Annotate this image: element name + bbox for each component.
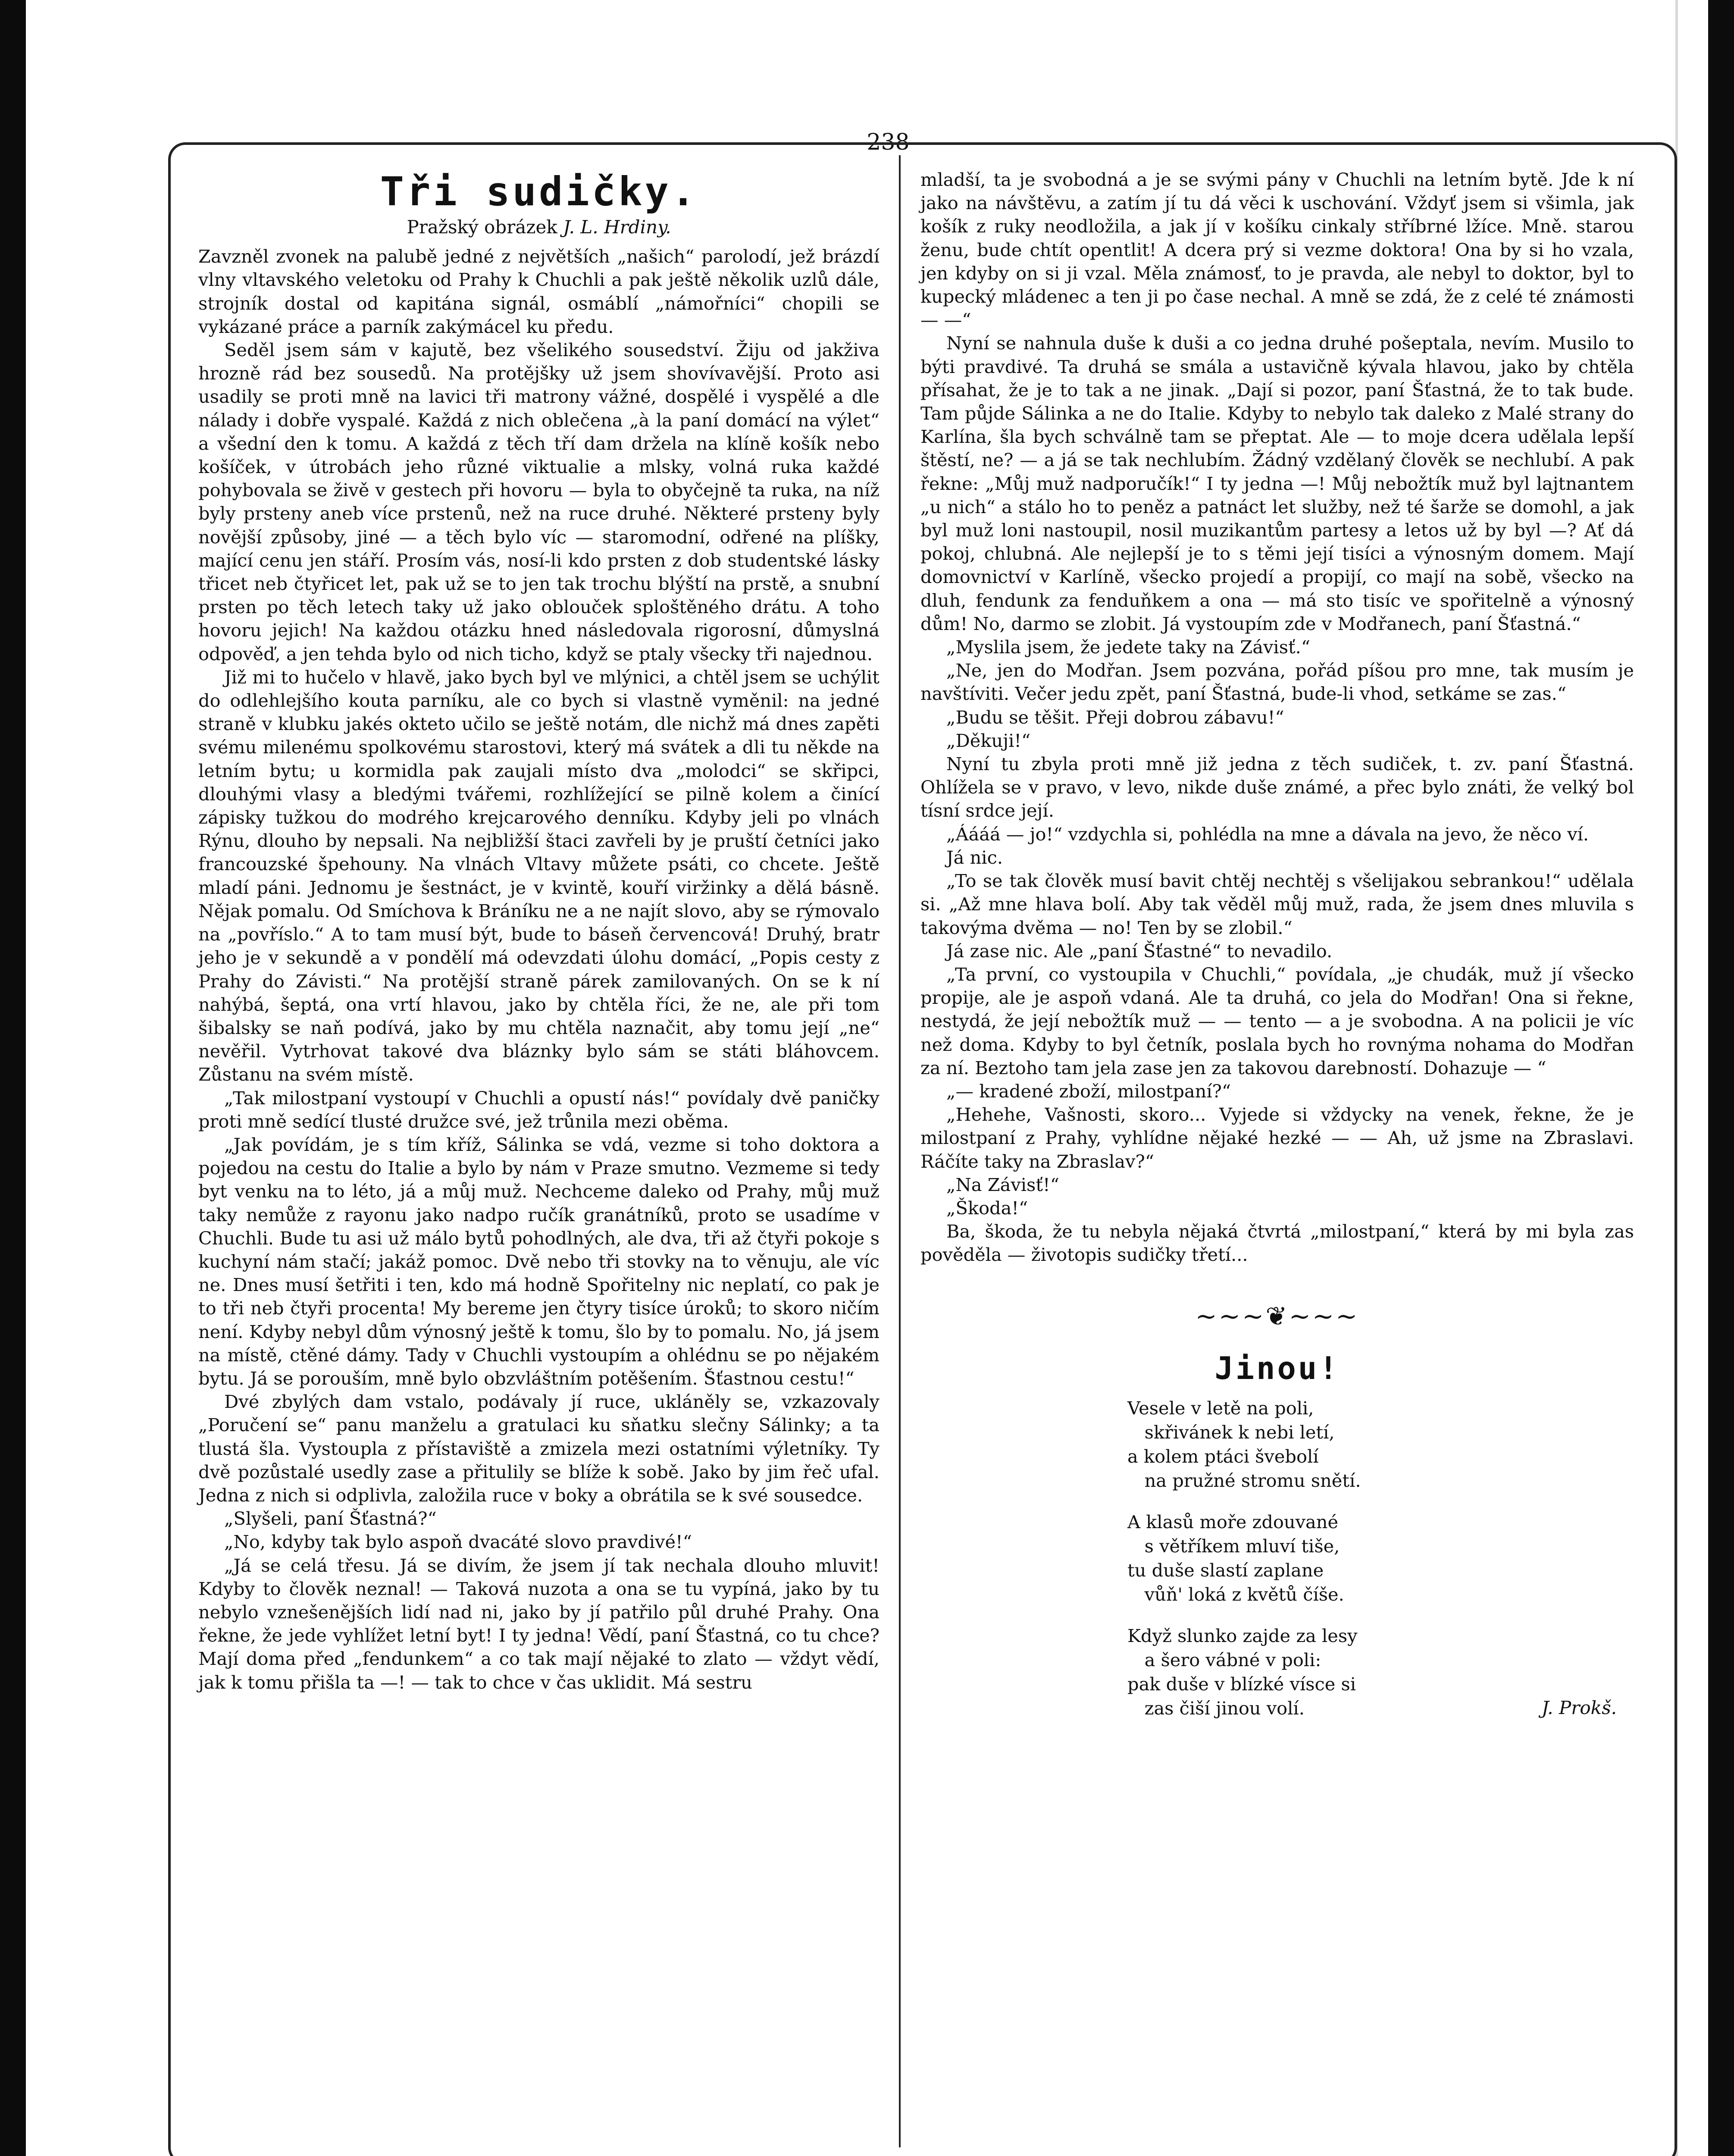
paragraph: „To se tak člověk musí bavit chtěj nechtěj s všelijakou sebrankou!“ udělala si. „Až mne hlava bolí. Aby tak věděl můj muž, rada, že jsem dnes mluvila s takovýma dvěma — no! Ten by se zlobil.“: [920, 870, 1634, 938]
poem-line: skřivánek k nebi letí,: [1127, 1421, 1335, 1443]
ornament-divider: ~~~❦~~~: [1195, 1301, 1359, 1332]
paragraph: „Děkuji!“: [946, 730, 1031, 751]
article-title: Tři sudičky.: [380, 169, 698, 215]
poem-line: a šero vábné v poli:: [1127, 1649, 1321, 1670]
page-number: 238: [867, 129, 910, 155]
paragraph: Já nic.: [946, 846, 1003, 868]
poem-line: Když slunko zajde za lesy: [1127, 1625, 1358, 1646]
poem-title: Jinou!: [1214, 1350, 1340, 1386]
paragraph: „Ne, jen do Modřan. Jsem pozvána, pořád píšou pro mne, tak musím je navštíviti. Večer jedu zpět, paní Šťastná, bude-li vhod, setkáme se zas.“: [920, 660, 1634, 705]
column-divider: [899, 155, 901, 2147]
poem-stanza: [1127, 1510, 1634, 1607]
scan-edge-right: [1708, 0, 1734, 2156]
poem-author: J. Prokš.: [1541, 1697, 1617, 1718]
paragraph: mladší, ta je svobodná a je se svými pány v Chuchli na letním bytě. Jde k ní jako na návštěvu, a zatím jí tu dá věci k uschování. Vždyť jsem si všimla, jak košík z ruky neodložila, a jak jí v košíku cinkaly stříbrné lžíce. Mně. starou ženu, bude chtít opentlit! A dcera prý si vezme doktora! Ona by si ho vzala, jen kdyby on si ji vzal. Měla známosť, to je pravda, ale nebyl to doktor, byl to kupecký mládenec a ten ji po čase nechal. A mně se zdá, že z celé té známosti — —“: [920, 169, 1634, 331]
poem-line: vůň' loká z květů číše.: [1127, 1583, 1344, 1605]
paragraph: „Áááá — jo!“ vzdychla si, pohlédla na mne a dávala na jevo, že něco ví.: [946, 823, 1589, 845]
poem-line: A klasů moře zdouvané: [1127, 1511, 1339, 1532]
poem-stanza: [1127, 1396, 1634, 1493]
paragraph: Ba, škoda, že tu nebyla nějaká čtvrtá „milostpaní,“ která by mi byla zas pověděla — životopis sudičky třetí...: [920, 1221, 1634, 1266]
paragraph: „— kradené zboží, milostpaní?“: [946, 1080, 1231, 1102]
scan-edge-left: [0, 0, 26, 2156]
poem-line: zas čiší jinou volí.: [1127, 1697, 1305, 1719]
poem-line: s větříkem mluví tiše,: [1127, 1535, 1340, 1557]
paragraph: Seděl jsem sám v kajutě, bez všelikého sousedství. Žiju od jakživa hrozně rád bez sousedů. Na protějšky už jsem shovívavější. Proto asi usadily se proti mně na lavici tři matrony vážné, dospělé i vyspělé a dle nálady i dobře vyspalé. Každá z nich oblečena „à la paní domácí na výlet“ a všední den k tomu. A každá z těch tří dam držela na klíně košík nebo košíček, v útrobách jeho různé viktualie a mlsky, volná ruka každé pohybovala se živě v gestech při hovoru — byla to obyčejně ta ruka, na níž byly prsteny aneb více prstenů, než na ruce druhé. Některé prsteny byly novější způsoby, jiné — a těch bylo víc — staromodní, odřené na plíšky, mající cenu jen stáří. Prosím vás, nosí-li kdo prsten z dob studentské lásky třicet neb čtyřicet let, pak už se to jen tak trochu blýští na prstě, a snubní prsten po těch letech taky už jako oblouček sploštěného drátu. A toho hovoru jejich! Na každou otázku hned následovala rigorosní, důmyslná odpověď, a jen tehda bylo od nich ticho, když se ptaly všecky tři najednou.: [198, 339, 880, 664]
poem-line: Vesele v letě na poli,: [1127, 1397, 1314, 1419]
paragraph: Já zase nic. Ale „paní Šťastné“ to nevadilo.: [946, 940, 1333, 962]
poem: [1127, 1396, 1634, 1720]
poem-line: a kolem ptáci švebolí: [1127, 1445, 1319, 1467]
paragraph: Nyní se nahnula duše k duši a co jedna druhé pošeptala, nevím. Musilo to býti pravdivé. Ta druhá se smála a ustavičně kývala hlavou, jako by chtěla přísahat, že je to tak a ne jinak. „Dají si pozor, paní Šťastná, že to tak bude. Tam půjde Sálinka a ne do Italie. Kdyby to nebylo tak daleko z Malé strany do Karlína, šla bych schválně tam se přeptat. Ale — to moje dcera udělala lepší štěstí, ne? — a já se tak nechlubím. Žádný vzdělaný člověk se nechlubí. A pak řekne: „Můj muž nadporučík!“ I ty jedna —! Můj nebožtík muž byl lajtnantem „u nich“ a stálo ho to peněz a patnáct let služby, než té šarže se domohl, a jak byl muž loni nastoupil, nosil muzikantům partesy a letos už by byl —? Ať dá pokoj, chlubná. Ale nejlepší je to s těmi její tisíci a výnosným domem. Mají domovnictví v Karlíně, všecko projedí a propijí, co mají na sobě, všecko na dluh, fendunk za fenduňkem a ona — má sto tisíc ve spořitelně a výnosný dům! No, darmo se zlobit. Já vystoupím zde v Modřanech, paní Šťastná.“: [920, 332, 1634, 634]
paragraph: Zavzněl zvonek na palubě jedné z největších „našich“ parolodí, jež brázdí vlny vltavského veletoku od Prahy k Chuchli a pak ještě několik uzlů dále, strojník dostal od kapitána signál, osmáblí „námořníci“ chopili se vykázané práce a parník zakýmácel ku předu.: [198, 246, 880, 337]
paragraph: „Škoda!“: [946, 1197, 1028, 1219]
paragraph: „Myslila jsem, že jedete taky na Závisť.“: [946, 636, 1311, 658]
paragraph: Již mi to hučelo v hlavě, jako bych byl ve mlýnici, a chtěl jsem se uchýlit do odlehlejšího kouta parníku, ale co bych si vlastně vyměnil: na jedné straně v klubku jakés okteto učilo se ještě notám, dle nichž má dnes zapěti svému milenému spolkovému starostovi, který má svátek a dli tu někde na letním bytu; u kormidla pak zaujali místo dva „molodci“ se skřipci, dlouhými vlasy a bledými tvářemi, rozhlížející se pilně kolem a činící zápisky tužkou do modrého krejcarového denníku. Kdyby jeli po vlnách Rýnu, dlouho by nepsali. Na nejbližší štaci zavřeli by je pruští četníci jako francouzské špehouny. Na vlnách Vltavy můžete psáti, co chcete. Ještě mladí páni. Jednomu je šestnáct, je v kvintě, kouří viržinky a dělá básně. Nějak pomalu. Od Smíchova k Bráníku ne a ne najít slovo, aby se rýmovalo na „povříslo.“ A to tam musí být, bude to báseň červencová! Druhý, bratr jeho je v sekundě a v pondělí má odevzdati úlohu domácí, „Popis cesty z Prahy do Závisti.“ Na protější straně párek zamilovaných. On se k ní nahýbá, šeptá, ona vrtí hlavou, jako by chtěla říci, že ne, ale při tom šibalsky se naň podívá, jako by mu chtěla naznačit, aby tomu její „ne“ nevěřil. Vytrhovat takové dva bláznky bylo sám se státi bláhovcem. Zůstanu na svém místě.: [198, 666, 880, 1085]
poem-line: pak duše v blízké vísce si: [1127, 1673, 1356, 1695]
paragraph: „Tak milostpaní vystoupí v Chuchli a opustí nás!“ povídaly dvě paničky proti mně sedící tlusté družce své, jež trůnila mezi oběma.: [198, 1087, 880, 1132]
poem-line: tu duše slastí zaplane: [1127, 1559, 1324, 1581]
right-paragraphs: [920, 168, 1634, 1267]
left-paragraphs: [198, 245, 880, 1694]
left-column: [198, 168, 880, 1694]
poem-line: na pružné stromu snětí.: [1127, 1470, 1361, 1491]
paragraph: „Ta první, co vystoupila v Chuchli,“ povídala, „je chudák, muž jí všecko propije, ale je aspoň vdaná. Ale ta druhá, co jela do Modřan! Ona si řekne, nestydá, že její nebožtík muž — — tento — a je svobodna. A na policii je víc než doma. Kdyby to byl četník, poslala bych ho rovnýma nohama do Modřan za ní. Beztoho tam jela zase jen za takovou darebností. Dohazuje — “: [920, 963, 1634, 1078]
article-subtitle: [198, 216, 880, 239]
paragraph: Nyní tu zbyla proti mně již jedna z těch sudiček, t. zv. paní Šťastná. Ohlížela se v pravo, v levo, nikde duše známé, a přec bylo znáti, že velký bol tísní srdce její.: [920, 753, 1634, 821]
right-column: [920, 168, 1634, 1720]
paragraph: „Na Závisť!“: [946, 1174, 1059, 1195]
paragraph: „Jak povídám, je s tím kříž, Sálinka se vdá, vezme si toho doktora a pojedou na cestu do Italie a bylo by nám v Praze smutno. Vezmeme si tedy byt venku na to léto, já a můj muž. Nechceme daleko od Prahy, můj muž taky nemůže z rayonu jako nadpo ručík granátníků, proto se usadíme v Chuchli. Bude tu asi už málo bytů pohodlných, ale dva, tři až čtyři pokoje s kuchyní nám stačí; jakáž pomoc. Dvě nebo tři stovky na to věnuju, ale víc ne. Dnes musí šetřiti i ten, kdo má hodně Spořitelny nic neplatí, co pak je to tři neb čtyři procenta! My bereme jen čtyry tisíce úroků; to skoro ničím není. Kdyby nebyl dům výnosný ještě k tomu, šlo by to pomalu. No, já jsem na místě, ctěné dámy. Tady v Chuchli vystoupím a ohlédnu se po nějakém bytu. Já se porouším, mně bylo obzvláštním potěšením. Šťastnou cestu!“: [198, 1134, 880, 1389]
subtitle-prefix: Pražský obrázek: [407, 216, 557, 238]
paragraph: „Slyšeli, paní Šťastná?“: [224, 1508, 437, 1529]
paragraph: „Budu se těšit. Přeji dobrou zábavu!“: [946, 706, 1284, 728]
paragraph: „No, kdyby tak bylo aspoň dvacáté slovo pravdivé!“: [224, 1531, 692, 1553]
paragraph: „Hehehe, Vašnosti, skoro... Vyjede si vždycky na venek, řekne, že je milostpaní z Prahy, vyhlídne nějaké hezké — — Ah, už jsme na Zbraslavi. Ráčíte taky na Zbraslav?“: [920, 1104, 1634, 1172]
paragraph: Dvé zbylých dam vstalo, podávaly jí ruce, ukláněly se, vzkazovaly „Poručení se“ panu manželu a gratulaci ku sňatku slečny Sálinky; a ta tlustá šla. Vystoupla z přístaviště a zmizela mezi ostatními výletníky. Ty dvě pozůstalé usedly zase a přitulily se blíže k sobě. Jako by jim řeč ufal. Jedna z nich si odplivla, založila ruce v boky a obrátila se k své sousedce.: [198, 1391, 880, 1506]
paragraph: „Já se celá třesu. Já se divím, že jsem jí tak nechala dlouho mluvit! Kdyby to člověk neznal! — Taková nuzota a ona se tu vypíná, jako by tu nebylo vznešenějších lidí nad ni, jako by jí patřilo půl druhé Prahy. Ona řekne, že jede vyhlížet letní byt! I ty jedna! Vědí, paní Šťastná, co tu chce? Mají doma před „fendunkem“ a co tak mají nějaké to zlato — vždyt vědí, jak k tomu přišla ta —! — tak to chce v čas uklidit. Má sestru: [198, 1554, 880, 1693]
article-author: J. L. Hrdiny.: [563, 216, 671, 238]
